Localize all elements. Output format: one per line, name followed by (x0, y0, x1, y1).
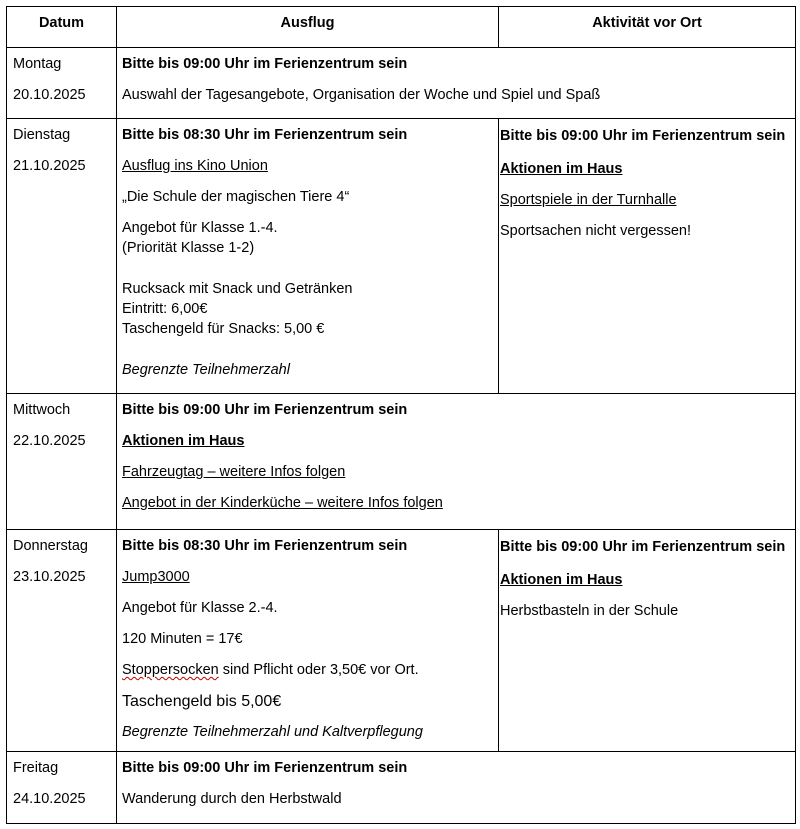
row-dienstag (7, 119, 796, 394)
activity-heading: Aktionen im Haus (500, 572, 623, 588)
activity-text: Herbstbasteln in der Schule (500, 603, 679, 619)
day-name: Freitag (13, 760, 59, 776)
activity-heading: Aktionen im Haus (122, 433, 245, 449)
socks-word: Stoppersocken (122, 662, 219, 678)
socks-note (122, 662, 493, 679)
entry-price: Eintritt: 6,00€ (122, 301, 208, 317)
activity-text: Fahrzeugtag – weitere Infos folgen (122, 464, 346, 480)
day-name: Montag (13, 56, 62, 72)
arrival-time: Bitte bis 09:00 Uhr im Ferienzentrum sein (122, 56, 408, 72)
trip-title: Ausflug ins Kino Union (122, 158, 268, 174)
day-name: Mittwoch (13, 402, 71, 418)
date-cell (7, 752, 117, 824)
class-offer: Angebot für Klasse 2.-4. (122, 600, 278, 616)
header-row (7, 7, 796, 48)
schedule-table (6, 6, 796, 824)
price-note: 120 Minuten = 17€ (122, 631, 243, 647)
row-mittwoch (7, 394, 796, 530)
program-cell (117, 48, 796, 119)
pocket-money: Taschengeld für Snacks: 5,00 € (122, 321, 325, 337)
ausflug-cell (117, 530, 499, 752)
day-date: 22.10.2025 (13, 433, 86, 449)
pocket-money: Taschengeld bis 5,00€ (122, 693, 282, 710)
date-cell (7, 48, 117, 119)
day-date: 21.10.2025 (13, 158, 86, 174)
day-name: Donnerstag (13, 538, 88, 554)
vor-ort-cell (499, 530, 796, 752)
day-name: Dienstag (13, 127, 71, 143)
day-date: 20.10.2025 (13, 87, 86, 103)
header-aktivitaet: Aktivität vor Ort (499, 7, 796, 48)
arrival-time: Bitte bis 09:00 Uhr im Ferienzentrum sein (500, 128, 786, 144)
limited-note: Begrenzte Teilnehmerzahl (122, 362, 290, 378)
movie-title: „Die Schule der magischen Tiere 4“ (122, 189, 350, 205)
row-freitag (7, 752, 796, 824)
vor-ort-cell (499, 119, 796, 394)
activity-text: Wanderung durch den Herbstwald (122, 791, 342, 807)
date-cell (7, 119, 117, 394)
arrival-time: Bitte bis 09:00 Uhr im Ferienzentrum sein (500, 539, 786, 555)
date-cell (7, 530, 117, 752)
day-date: 23.10.2025 (13, 569, 86, 585)
day-date: 24.10.2025 (13, 791, 86, 807)
arrival-time: Bitte bis 08:30 Uhr im Ferienzentrum sein (122, 538, 408, 554)
activity-text: Sportspiele in der Turnhalle (500, 192, 677, 208)
class-offer: Angebot für Klasse 1.-4. (122, 220, 278, 236)
row-montag (7, 48, 796, 119)
header-ausflug: Ausflug (117, 7, 499, 48)
arrival-time: Bitte bis 09:00 Uhr im Ferienzentrum sein (122, 760, 408, 776)
activity-text: Auswahl der Tagesangebote, Organisation der Woche und Spiel und Spaß (122, 87, 601, 103)
ausflug-cell (117, 119, 499, 394)
trip-title: Jump3000 (122, 569, 190, 585)
activity-text: Angebot in der Kinderküche – weitere Infos folgen (122, 495, 443, 511)
program-cell (117, 394, 796, 530)
socks-rest: sind Pflicht oder 3,50€ vor Ort. (218, 662, 419, 678)
date-cell (7, 394, 117, 530)
header-datum: Datum (7, 7, 117, 48)
activity-note: Sportsachen nicht vergessen! (500, 223, 692, 239)
backpack-note: Rucksack mit Snack und Getränken (122, 281, 353, 297)
class-priority: (Priorität Klasse 1-2) (122, 240, 255, 256)
limited-note: Begrenzte Teilnehmerzahl und Kaltverpflegung (122, 724, 423, 740)
program-cell (117, 752, 796, 824)
row-donnerstag (7, 530, 796, 752)
arrival-time: Bitte bis 08:30 Uhr im Ferienzentrum sein (122, 127, 408, 143)
activity-heading: Aktionen im Haus (500, 161, 623, 177)
arrival-time: Bitte bis 09:00 Uhr im Ferienzentrum sein (122, 402, 408, 418)
